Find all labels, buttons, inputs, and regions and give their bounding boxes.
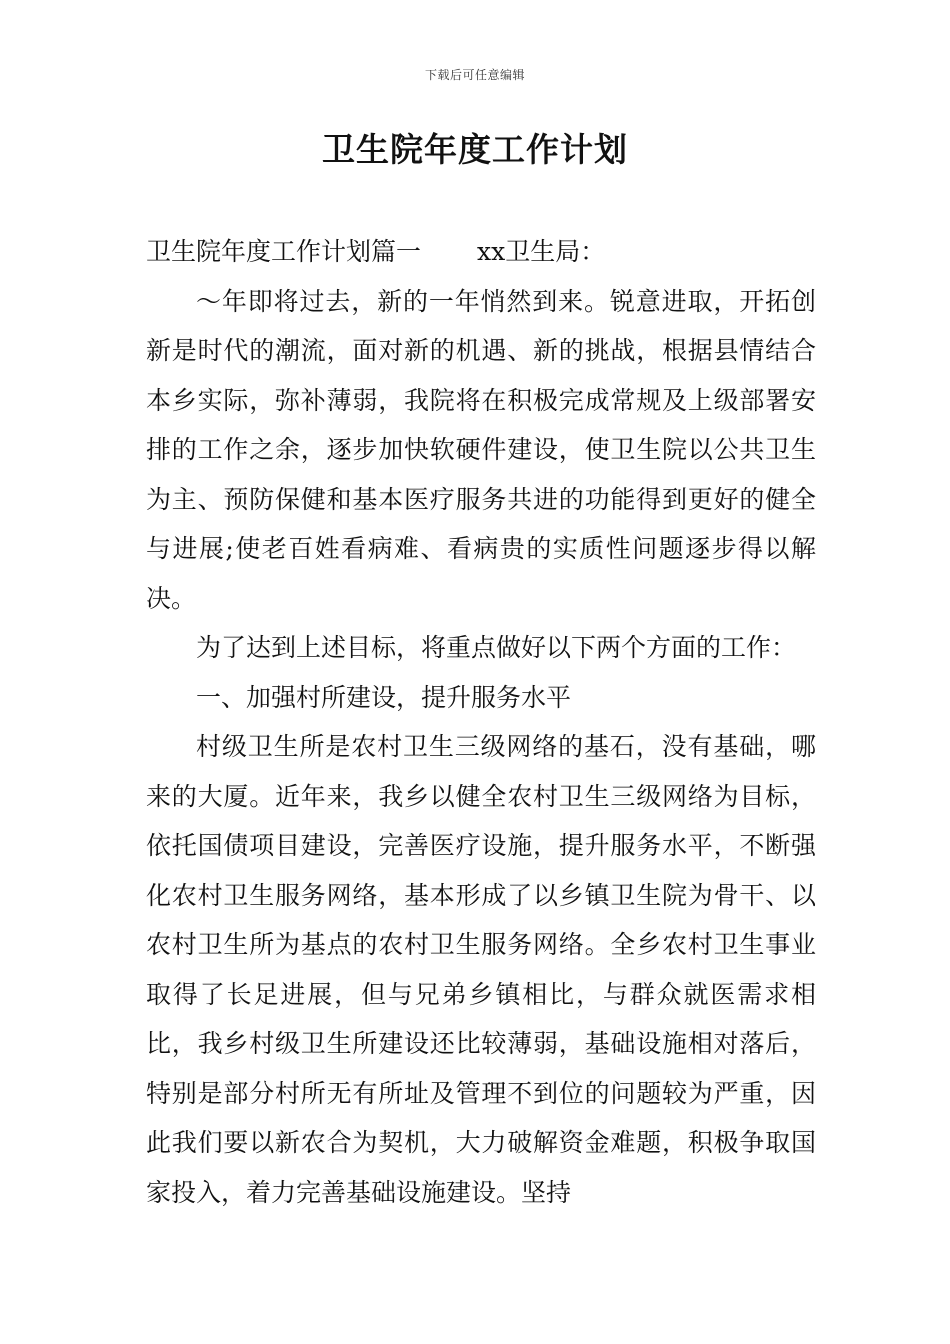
document-title: 卫生院年度工作计划 [322, 130, 628, 169]
header-note: 下载后可任意编辑 [424, 68, 525, 82]
intro-heading: 卫生院年度工作计划篇一 [146, 237, 422, 266]
paragraph-1: ～年即将过去，新的一年悄然到来。锐意进取，开拓创新是时代的潮流，面对新的机遇、新的挑战，根据县情结合本乡实际，弥补薄弱，我院将在积极完成常规及上级部署安排的工作之余，逐步加快软硬件建设，使卫生院以公共卫生为主、预防保健和基本医疗服务共进的功能得到更好的健全与进展;使老百姓看病难、看病贵的实质性问题逐步得以解决。 [146, 286, 816, 613]
intro-addressee: xx卫生局： [477, 237, 606, 266]
intro-line [146, 227, 816, 277]
section-heading-1: 一、加强村所建设，提升服务水平 [196, 682, 572, 712]
paragraph-2: 为了达到上述目标，将重点做好以下两个方面的工作： [196, 633, 797, 662]
paragraph-3: 村级卫生所是农村卫生三级网络的基石，没有基础，哪来的大厦。近年来，我乡以健全农村卫生三级网络为目标，依托国债项目建设，完善医疗设施，提升服务水平，不断强化农村卫生服务网络，基本形成了以乡镇卫生院为骨干、以农村卫生所为基点的农村卫生服务网络。全乡农村卫生事业取得了长足进展，但与兄弟乡镇相比，与群众就医需求相比，我乡村级卫生所建设还比较薄弱，基础设施相对落后，特别是部分村所无有所址及管理不到位的问题较为严重，因此我们要以新农合为契机，大力破解资金难题，积极争取国家投入，着力完善基础设施建设。坚持 [146, 732, 816, 1207]
document-body [146, 227, 816, 1217]
